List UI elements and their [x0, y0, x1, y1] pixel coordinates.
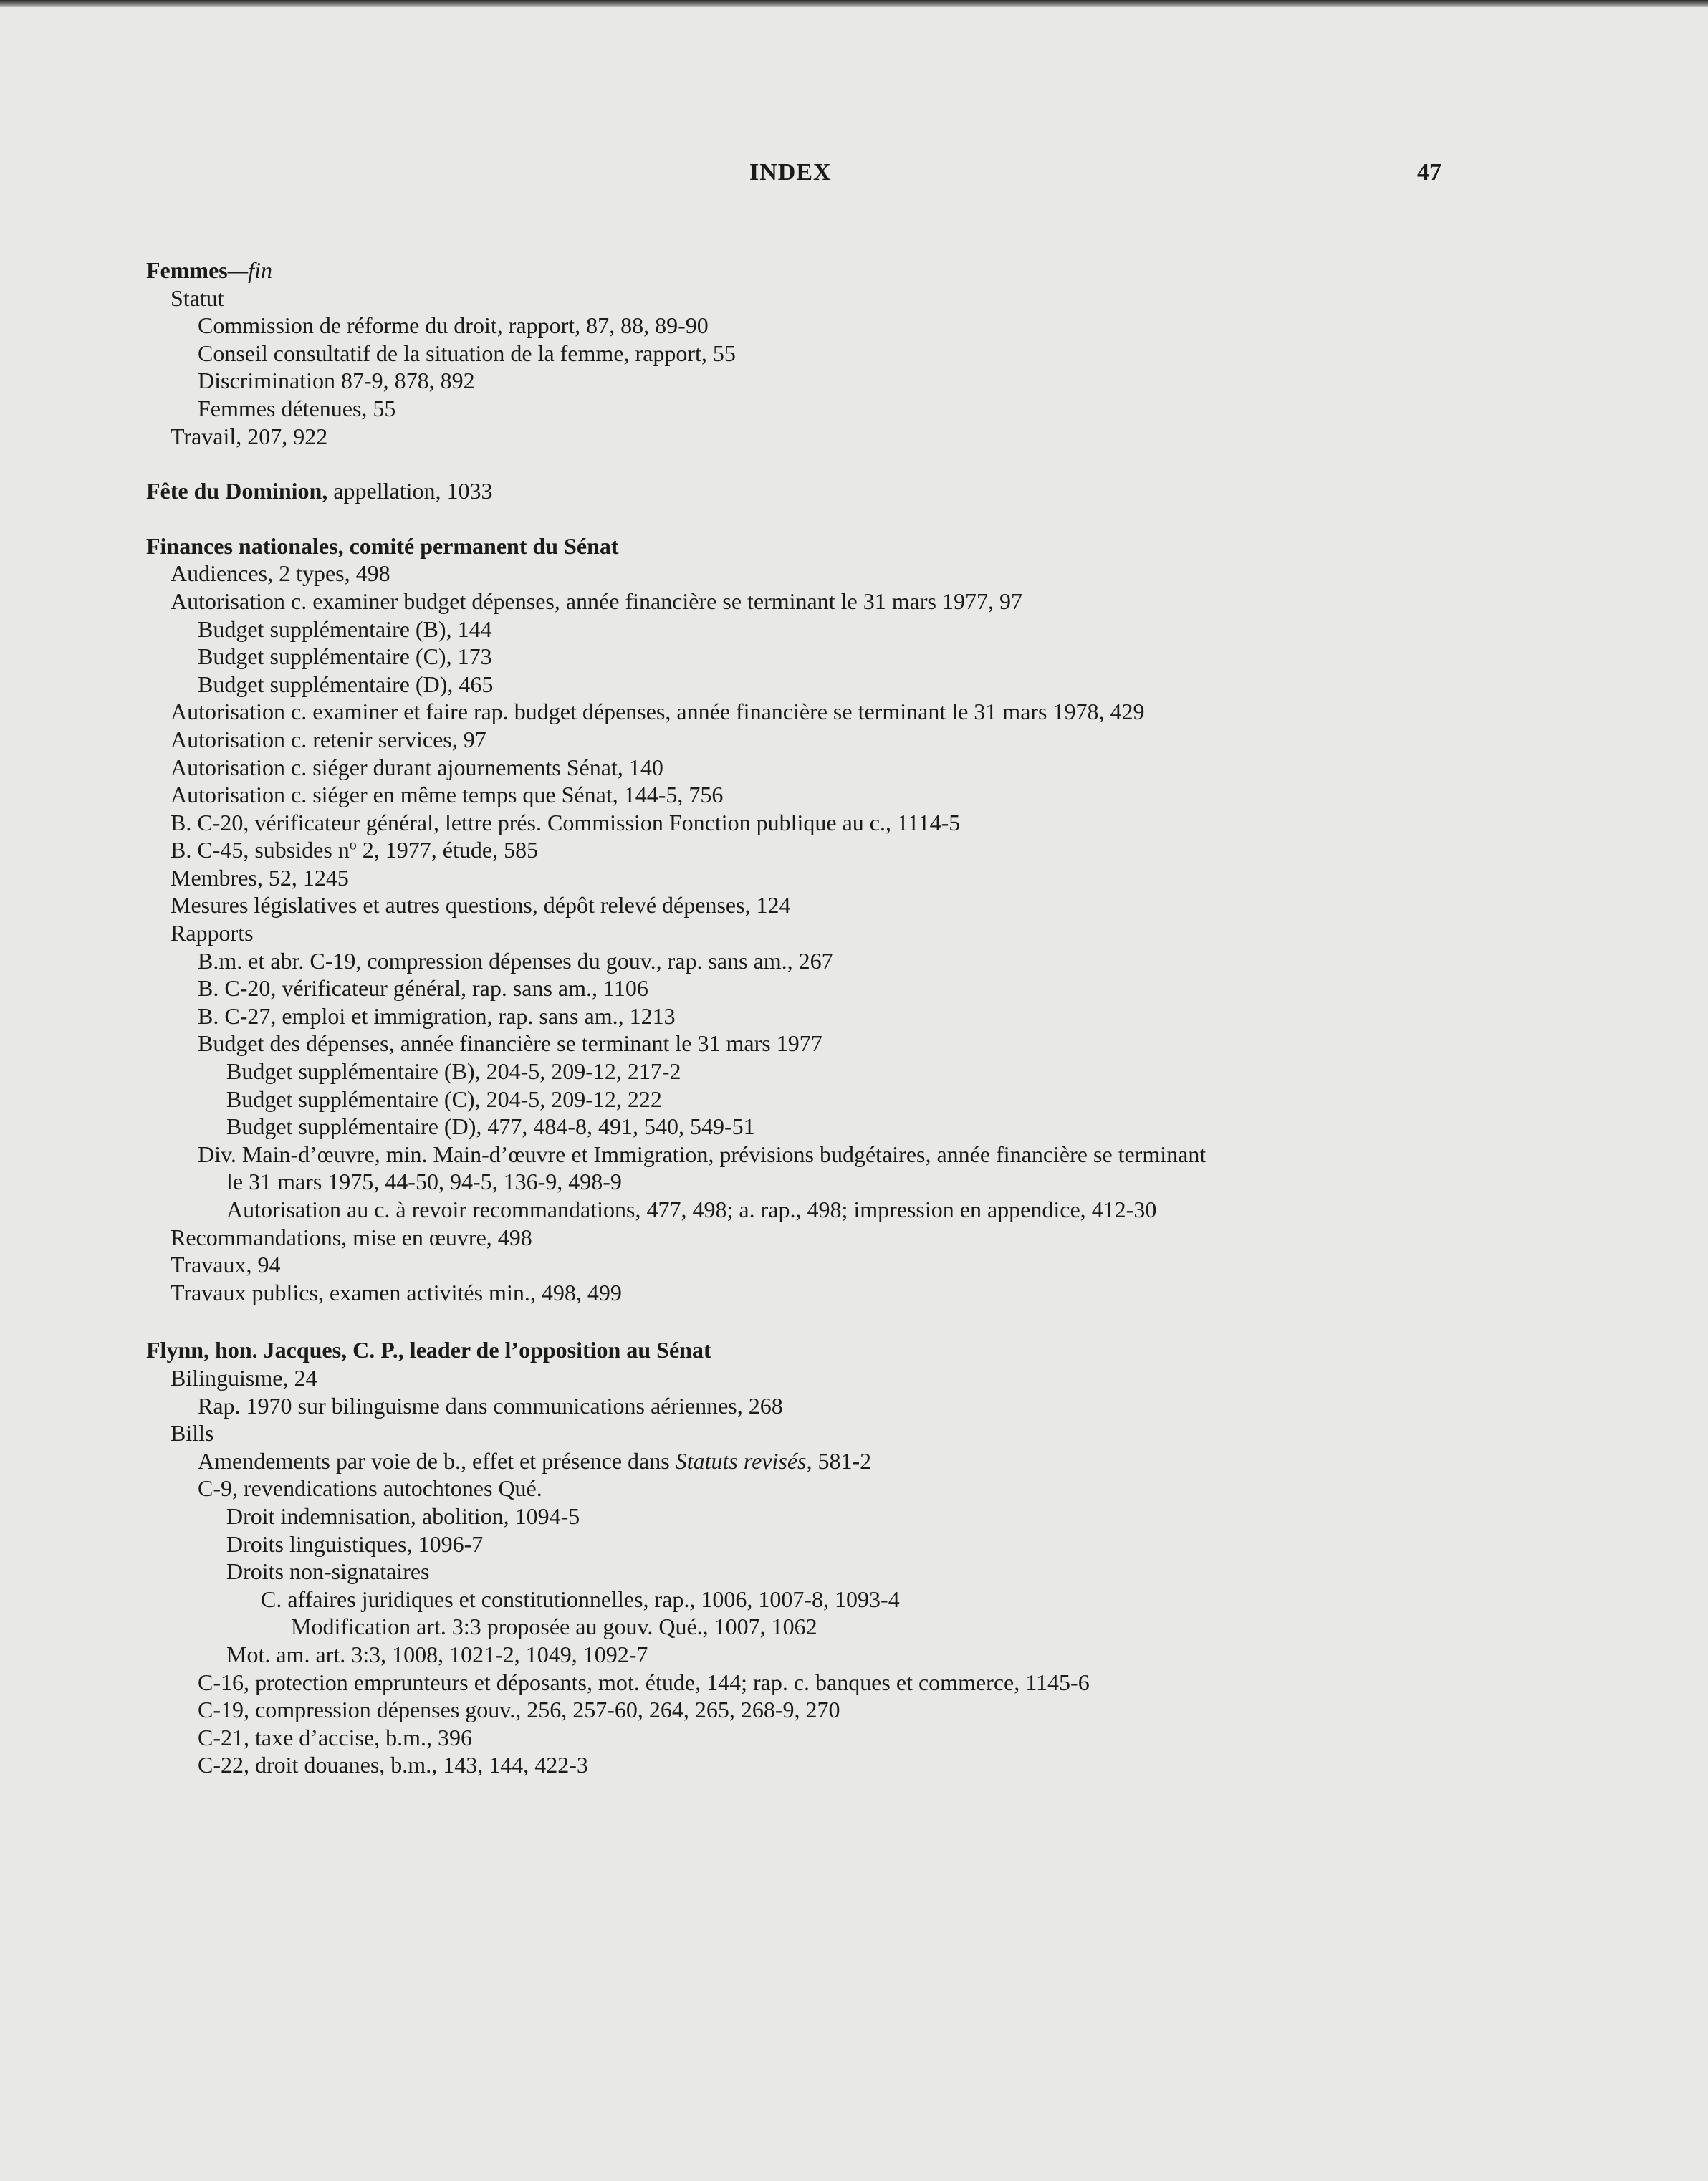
subentry: Autorisation c. retenir services, 97 [171, 726, 486, 752]
subentry: Mesures législatives et autres questions, dépôt relevé dépenses, 124 [171, 892, 791, 919]
subentry: C-19, compression dépenses gouv., 256, 257-60, 264, 265, 268-9, 270 [198, 1697, 840, 1723]
subentry: Mot. am. art. 3:3, 1008, 1021-2, 1049, 1092-7 [226, 1641, 648, 1667]
entry-heading: Femmes [146, 257, 228, 283]
subentry: Droits linguistiques, 1096-7 [226, 1530, 484, 1557]
subentry: C-21, taxe d’accise, b.m., 396 [198, 1724, 472, 1750]
subentry: B. C-27, emploi et immigration, rap. sans am., 1213 [198, 1002, 676, 1029]
entry-text: appellation, 1033 [327, 478, 493, 504]
subentry-continuation: le 31 mars 1975, 44-50, 94-5, 136-9, 498-9 [226, 1169, 622, 1195]
subentry: B. C-20, vérificateur général, lettre prés. Commission Fonction publique au c., 1114-5 [171, 809, 961, 835]
subentry: Bilinguisme, 24 [171, 1364, 317, 1391]
entry-spacer [146, 450, 1464, 477]
subentry: Modification art. 3:3 proposée au gouv. Qué., 1007, 1062 [291, 1614, 817, 1640]
subentry-text: Amendements par voie de b., effet et présence dans [198, 1447, 676, 1474]
entry-fete-du-dominion [146, 477, 1464, 505]
subentry: Budget supplémentaire (D), 477, 484-8, 491, 540, 549-51 [226, 1113, 755, 1140]
subentry: C-22, droit douanes, b.m., 143, 144, 422-3 [198, 1752, 588, 1778]
scan-top-edge [0, 0, 1708, 7]
superscript: o [349, 837, 357, 853]
subentry: C-9, revendications autochtones Qué. [198, 1475, 542, 1502]
subentry: Budget des dépenses, année financière se terminant le 31 mars 1977 [198, 1030, 822, 1057]
subentry: Droits non-signataires [226, 1558, 430, 1585]
subentry: B. C-20, vérificateur général, rap. sans am., 1106 [198, 975, 648, 1002]
subentry: Droit indemnisation, abolition, 1094-5 [226, 1502, 580, 1529]
subentry: C-16, protection emprunteurs et déposants, mot. étude, 144; rap. c. banques et commerce, 1145-6 [198, 1669, 1090, 1695]
subentry: Travaux publics, examen activités min., 498, 499 [171, 1279, 622, 1305]
entry-spacer [146, 505, 1464, 532]
subentry: Recommandations, mise en œuvre, 498 [171, 1224, 532, 1250]
subentry: Rap. 1970 sur bilinguisme dans communications aériennes, 268 [198, 1392, 783, 1419]
entry-flynn: Flynn, hon. Jacques, C. P., leader de l’opposition au Sénat [146, 1337, 711, 1363]
entry-heading: Fête du Dominion, [146, 478, 328, 504]
subentry: Autorisation c. examiner et faire rap. budget dépenses, année financière se terminant le 31 mars 1978, 429 [171, 699, 1145, 725]
subentry-text: 2, 1977, étude, 585 [356, 837, 539, 863]
entry-heading-suffix: —fin [227, 257, 272, 283]
italic-title: Statuts revisés, [675, 1447, 812, 1474]
subentry: Conseil consultatif de la situation de la femme, rapport, 55 [198, 340, 736, 366]
subentry: Budget supplémentaire (B), 144 [198, 615, 492, 642]
subentry: Autorisation c. siéger en même temps que Sénat, 144-5, 756 [171, 782, 724, 808]
entry-femmes [146, 257, 1464, 284]
subentry-text: 581-2 [812, 1447, 872, 1474]
entry-finances-nationales: Finances nationales, comité permanent du Sénat [146, 532, 619, 559]
subentry-text: B. C-45, subsides n [171, 837, 350, 863]
subentry: Div. Main-d’œuvre, min. Main-d’œuvre et Immigration, prévisions budgétaires, année financière se terminant [198, 1141, 1206, 1167]
subentry: Budget supplémentaire (D), 465 [198, 671, 494, 697]
subentry: Bills [171, 1420, 214, 1447]
subentry [146, 1447, 1464, 1475]
subentry: B.m. et abr. C-19, compression dépenses du gouv., rap. sans am., 267 [198, 947, 833, 974]
subentry: Femmes détenues, 55 [198, 395, 396, 421]
subentry: Budget supplémentaire (C), 204-5, 209-12, 222 [226, 1085, 662, 1112]
page-title: INDEX [749, 159, 832, 186]
subentry: Membres, 52, 1245 [171, 864, 349, 891]
subentry: Autorisation au c. à revoir recommandations, 477, 498; a. rap., 498; impression en appendice, 412-30 [226, 1197, 1157, 1222]
index-entries [146, 257, 1464, 1779]
subentry: Statut [171, 284, 224, 311]
subentry: Commission de réforme du droit, rapport, 87, 88, 89-90 [198, 312, 709, 339]
subentry: Budget supplémentaire (C), 173 [198, 643, 492, 670]
subentry: Travaux, 94 [171, 1252, 281, 1278]
entry-spacer [146, 1306, 1464, 1336]
subentry: Discrimination 87-9, 878, 892 [198, 368, 475, 394]
page-number: 47 [1417, 159, 1441, 186]
subentry: Rapports [171, 920, 254, 946]
subentry: Budget supplémentaire (B), 204-5, 209-12, 217-2 [226, 1058, 681, 1085]
subentry: Autorisation c. siéger durant ajournements Sénat, 140 [171, 754, 663, 780]
subentry: C. affaires juridiques et constitutionnelles, rap., 1006, 1007-8, 1093-4 [261, 1586, 900, 1612]
subentry: Autorisation c. examiner budget dépenses, année financière se terminant le 31 mars 1977, 97 [171, 588, 1022, 614]
subentry: Audiences, 2 types, 498 [171, 560, 390, 587]
subentry: Travail, 207, 922 [171, 423, 328, 449]
running-header [0, 159, 1708, 195]
subentry [146, 836, 1464, 864]
